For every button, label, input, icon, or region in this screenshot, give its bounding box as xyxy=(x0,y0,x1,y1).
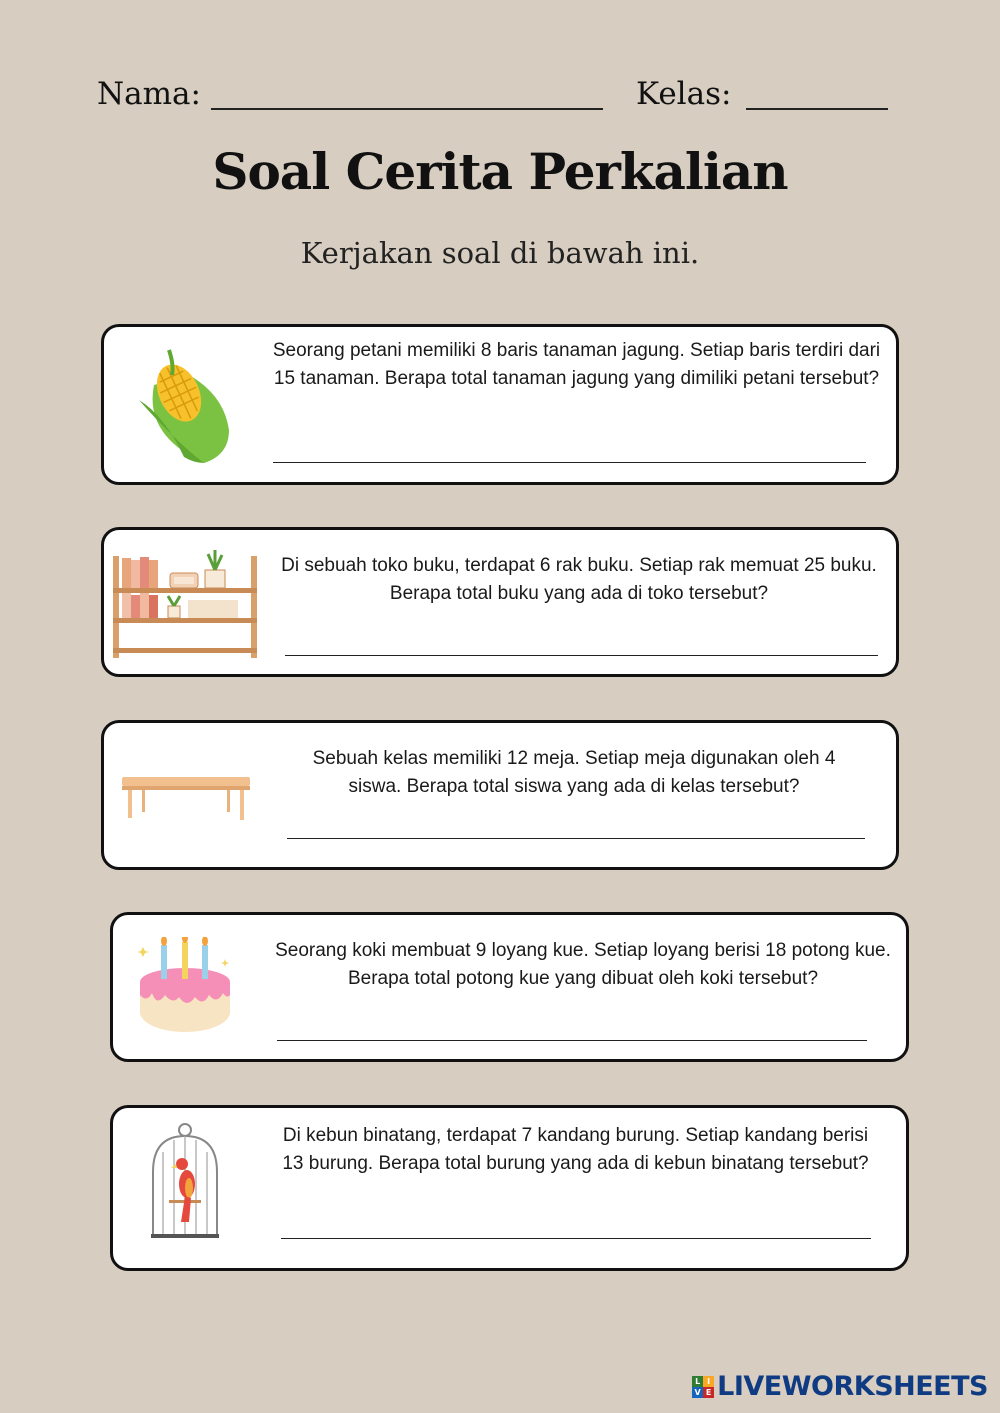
question-card-2 xyxy=(101,527,899,677)
question-text-5: Di kebun binatang, terdapat 7 kandang burung. Setiap kandang berisi 13 burung. Berapa total burung yang ada di kebun binatang tersebut? xyxy=(282,1125,869,1174)
answer-line-5[interactable] xyxy=(281,1238,871,1239)
name-label: Nama: xyxy=(97,76,201,112)
question-text-1: Seorang petani memiliki 8 baris tanaman jagung. Setiap baris terdiri dari 15 tanaman. Berapa total tanaman jagung yang dimiliki petani tersebut? xyxy=(272,340,881,389)
liveworksheets-logo xyxy=(692,1371,988,1402)
birdcage-icon xyxy=(149,1122,221,1247)
class-input-line[interactable] xyxy=(746,108,888,110)
question-card-4 xyxy=(110,912,909,1062)
question-card-5 xyxy=(110,1105,909,1271)
corn-icon xyxy=(134,345,234,470)
answer-line-3[interactable] xyxy=(287,838,865,839)
brand-text: LIVEWORKSHEETS xyxy=(717,1371,988,1402)
question-card-3 xyxy=(101,720,899,870)
question-card-1 xyxy=(101,324,899,485)
bookshelf-icon xyxy=(110,548,262,665)
answer-line-2[interactable] xyxy=(285,655,878,656)
name-input-line[interactable] xyxy=(211,108,603,110)
header xyxy=(0,72,1000,122)
question-text-2: Di sebuah toko buku, terdapat 6 rak buku. Setiap rak memuat 25 buku. Berapa total buku yang ada di toko tersebut? xyxy=(281,555,877,604)
cake-icon xyxy=(137,937,233,1046)
page-subtitle: Kerjakan soal di bawah ini. xyxy=(300,236,700,270)
brand-mark-icon: L I V E xyxy=(692,1376,714,1398)
table-icon xyxy=(120,775,252,828)
class-label: Kelas: xyxy=(636,76,732,112)
question-text-3: Sebuah kelas memiliki 12 meja. Setiap meja digunakan oleh 4 siswa. Berapa total siswa yang ada di kelas tersebut? xyxy=(312,748,836,797)
page-title: Soal Cerita Perkalian xyxy=(212,142,788,201)
answer-line-1[interactable] xyxy=(273,462,866,463)
answer-line-4[interactable] xyxy=(277,1040,867,1041)
question-text-4: Seorang koki membuat 9 loyang kue. Setiap loyang berisi 18 potong kue. Berapa total potong kue yang dibuat oleh koki tersebut? xyxy=(275,940,891,989)
